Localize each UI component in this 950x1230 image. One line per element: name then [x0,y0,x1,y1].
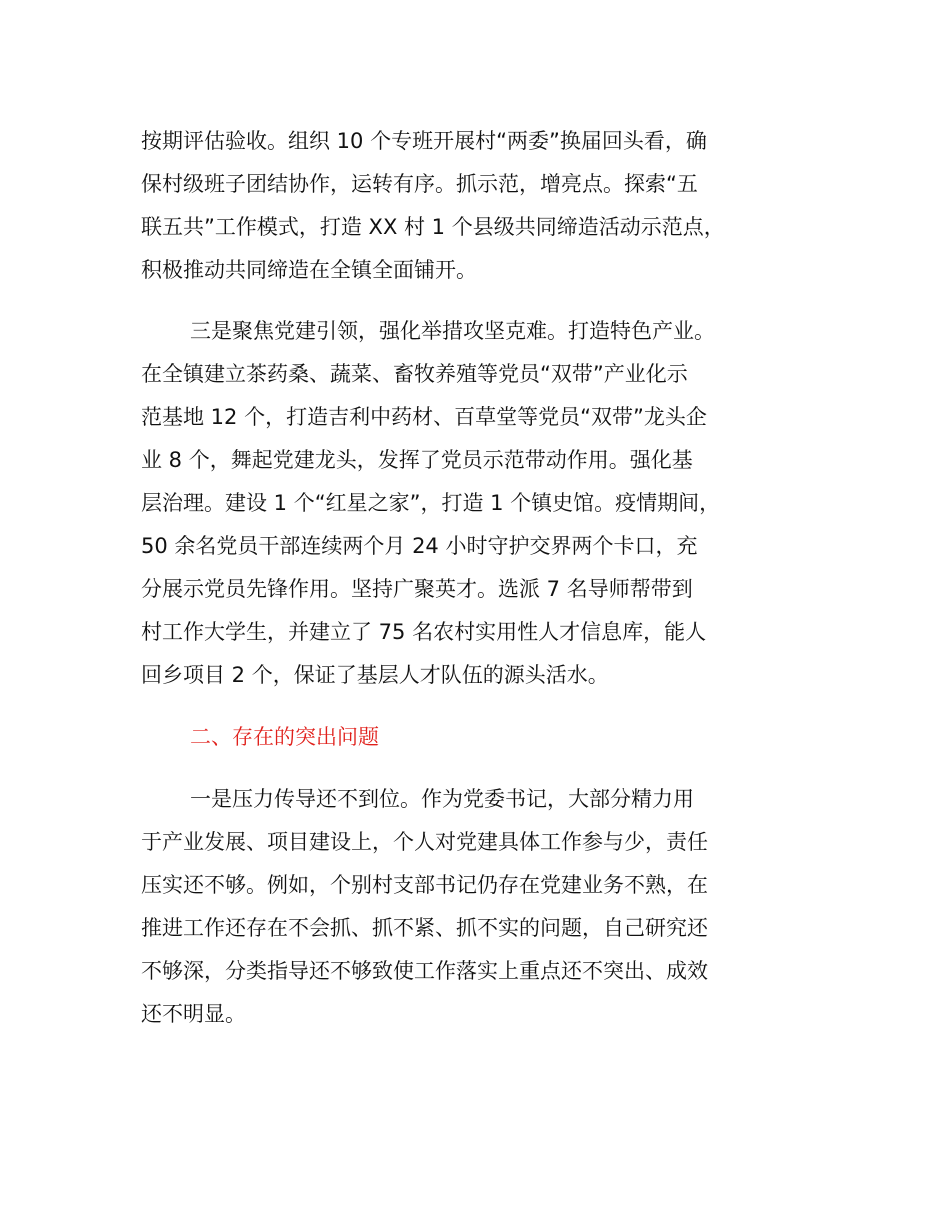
paragraph-2-line-2: 在全镇建立茶药桑、蔬菜、畜牧养殖等党员“双带”产业化示 [141,362,688,386]
paragraph-3-line-3: 压实还不够。例如，个别村支部书记仍存在党建业务不熟，在 [141,873,708,897]
paragraph-1-line-3: 联五共”工作模式，打造 XX 村 1 个县级共同缔造活动示范点， [141,215,725,239]
paragraph-1-line-2: 保村级班子团结协作，运转有序。抓示范，增亮点。探索“五 [141,172,698,196]
paragraph-2-line-4: 业 8 个，舞起党建龙头，发挥了党员示范带动作用。强化基 [141,448,693,472]
paragraph-3-line-4: 推进工作还存在不会抓、抓不紧、抓不实的问题，自己研究还 [141,916,708,940]
paragraph-3-line-1: 一是压力传导还不到位。作为党委书记，大部分精力用 [190,787,694,811]
paragraph-2-line-7: 分展示党员先锋作用。坚持广聚英才。选派 7 名导师帮带到 [141,577,693,601]
paragraph-2-line-6: 50 余名党员干部连续两个月 24 小时守护交界两个卡口，充 [141,534,698,558]
paragraph-2-line-8: 村工作大学生，并建立了 75 名农村实用性人才信息库，能人 [141,620,707,644]
paragraph-2-line-5: 层治理。建设 1 个“红星之家”，打造 1 个镇史馆。疫情期间， [141,491,721,515]
paragraph-2-line-9: 回乡项目 2 个，保证了基层人才队伍的源头活水。 [141,663,609,687]
paragraph-2-line-3: 范基地 12 个，打造吉利中药材、百草堂等党员“双带”龙头企 [141,405,707,429]
paragraph-1-line-1: 按期评估验收。组织 10 个专班开展村“两委”换届回头看，确 [141,129,707,153]
paragraph-3-line-6: 还不明显。 [141,1002,246,1026]
paragraph-1-line-4: 积极推动共同缔造在全镇全面铺开。 [141,258,477,282]
paragraph-3-line-5: 不够深，分类指导还不够致使工作落实上重点还不突出、成效 [141,959,708,983]
section-heading: 二、存在的突出问题 [190,725,379,749]
paragraph-3-line-2: 于产业发展、项目建设上，个人对党建具体工作参与少，责任 [141,830,708,854]
paragraph-2-line-1: 三是聚焦党建引领，强化举措攻坚克难。打造特色产业。 [190,319,715,343]
